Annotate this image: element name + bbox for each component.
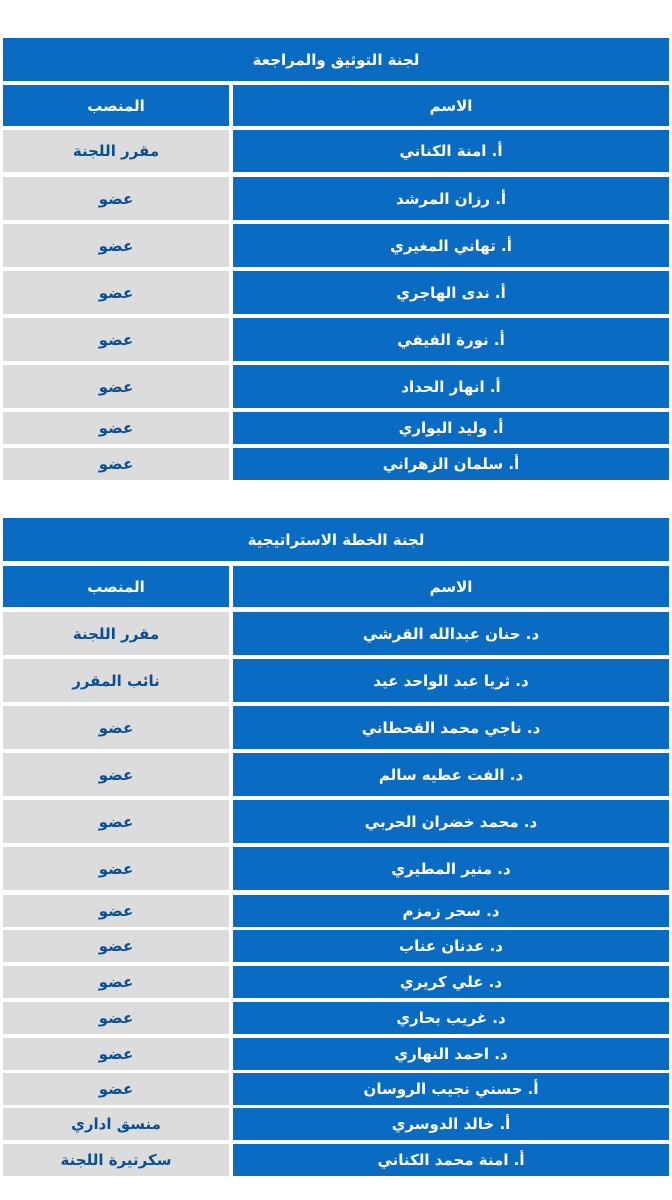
member-role: عضو — [3, 448, 229, 480]
member-name: أ. حسني نجيب الروسان — [233, 1073, 669, 1105]
member-name: د. عدنان عناب — [233, 930, 669, 962]
member-role: منسق اداري — [3, 1108, 229, 1140]
member-name: أ. خالد الدوسري — [233, 1108, 669, 1140]
member-role: مقرر اللجنة — [3, 612, 229, 655]
member-role: عضو — [3, 800, 229, 843]
member-role: عضو — [3, 895, 229, 927]
member-name: أ. تهاني المغيري — [233, 224, 669, 267]
member-role: عضو — [3, 706, 229, 749]
member-name: د. ناجي محمد القحطاني — [233, 706, 669, 749]
member-name: أ. سلمان الزهراني — [233, 448, 669, 480]
member-role: عضو — [3, 1002, 229, 1034]
member-name: أ. انهار الحداد — [233, 365, 669, 408]
member-role: عضو — [3, 177, 229, 220]
member-role: عضو — [3, 966, 229, 998]
member-role: عضو — [3, 318, 229, 361]
member-role: عضو — [3, 365, 229, 408]
committee-title: لجنة الخطة الاستراتيجية — [3, 518, 669, 561]
member-role: سكرتيرة اللجنة — [3, 1144, 229, 1176]
member-name: أ. ندى الهاجري — [233, 271, 669, 314]
member-role: مقرر اللجنة — [3, 130, 229, 172]
member-role: عضو — [3, 753, 229, 796]
member-name: د. ثريا عبد الواحد عيد — [233, 659, 669, 702]
member-role: عضو — [3, 847, 229, 890]
member-name: د. حنان عبدالله القرشي — [233, 612, 669, 655]
header-role: المنصب — [3, 566, 229, 607]
member-name: د. احمد النهاري — [233, 1038, 669, 1070]
member-name: د. علي كريري — [233, 966, 669, 998]
member-name: أ. رزان المرشد — [233, 177, 669, 220]
member-name: د. الفت عطيه سالم — [233, 753, 669, 796]
member-name: أ. امنة الكناني — [233, 130, 669, 172]
member-role: عضو — [3, 930, 229, 962]
member-name: د. غريب بحاري — [233, 1002, 669, 1034]
member-name: أ. نورة الفيفي — [233, 318, 669, 361]
header-name: الاسم — [233, 566, 669, 607]
committee-title: لجنة التوثيق والمراجعة — [3, 38, 669, 81]
member-name: أ. وليد البواري — [233, 412, 669, 444]
member-name: أ. امنة محمد الكناني — [233, 1144, 669, 1176]
member-role: عضو — [3, 1038, 229, 1070]
member-role: عضو — [3, 1073, 229, 1105]
member-role: عضو — [3, 412, 229, 444]
header-name: الاسم — [233, 85, 669, 126]
member-name: د. منير المطيري — [233, 847, 669, 890]
member-role: عضو — [3, 224, 229, 267]
member-name: د. سحر زمزم — [233, 895, 669, 927]
member-name: د. محمد خضران الحربي — [233, 800, 669, 843]
header-role: المنصب — [3, 85, 229, 126]
member-role: عضو — [3, 271, 229, 314]
member-role: نائب المقرر — [3, 659, 229, 702]
